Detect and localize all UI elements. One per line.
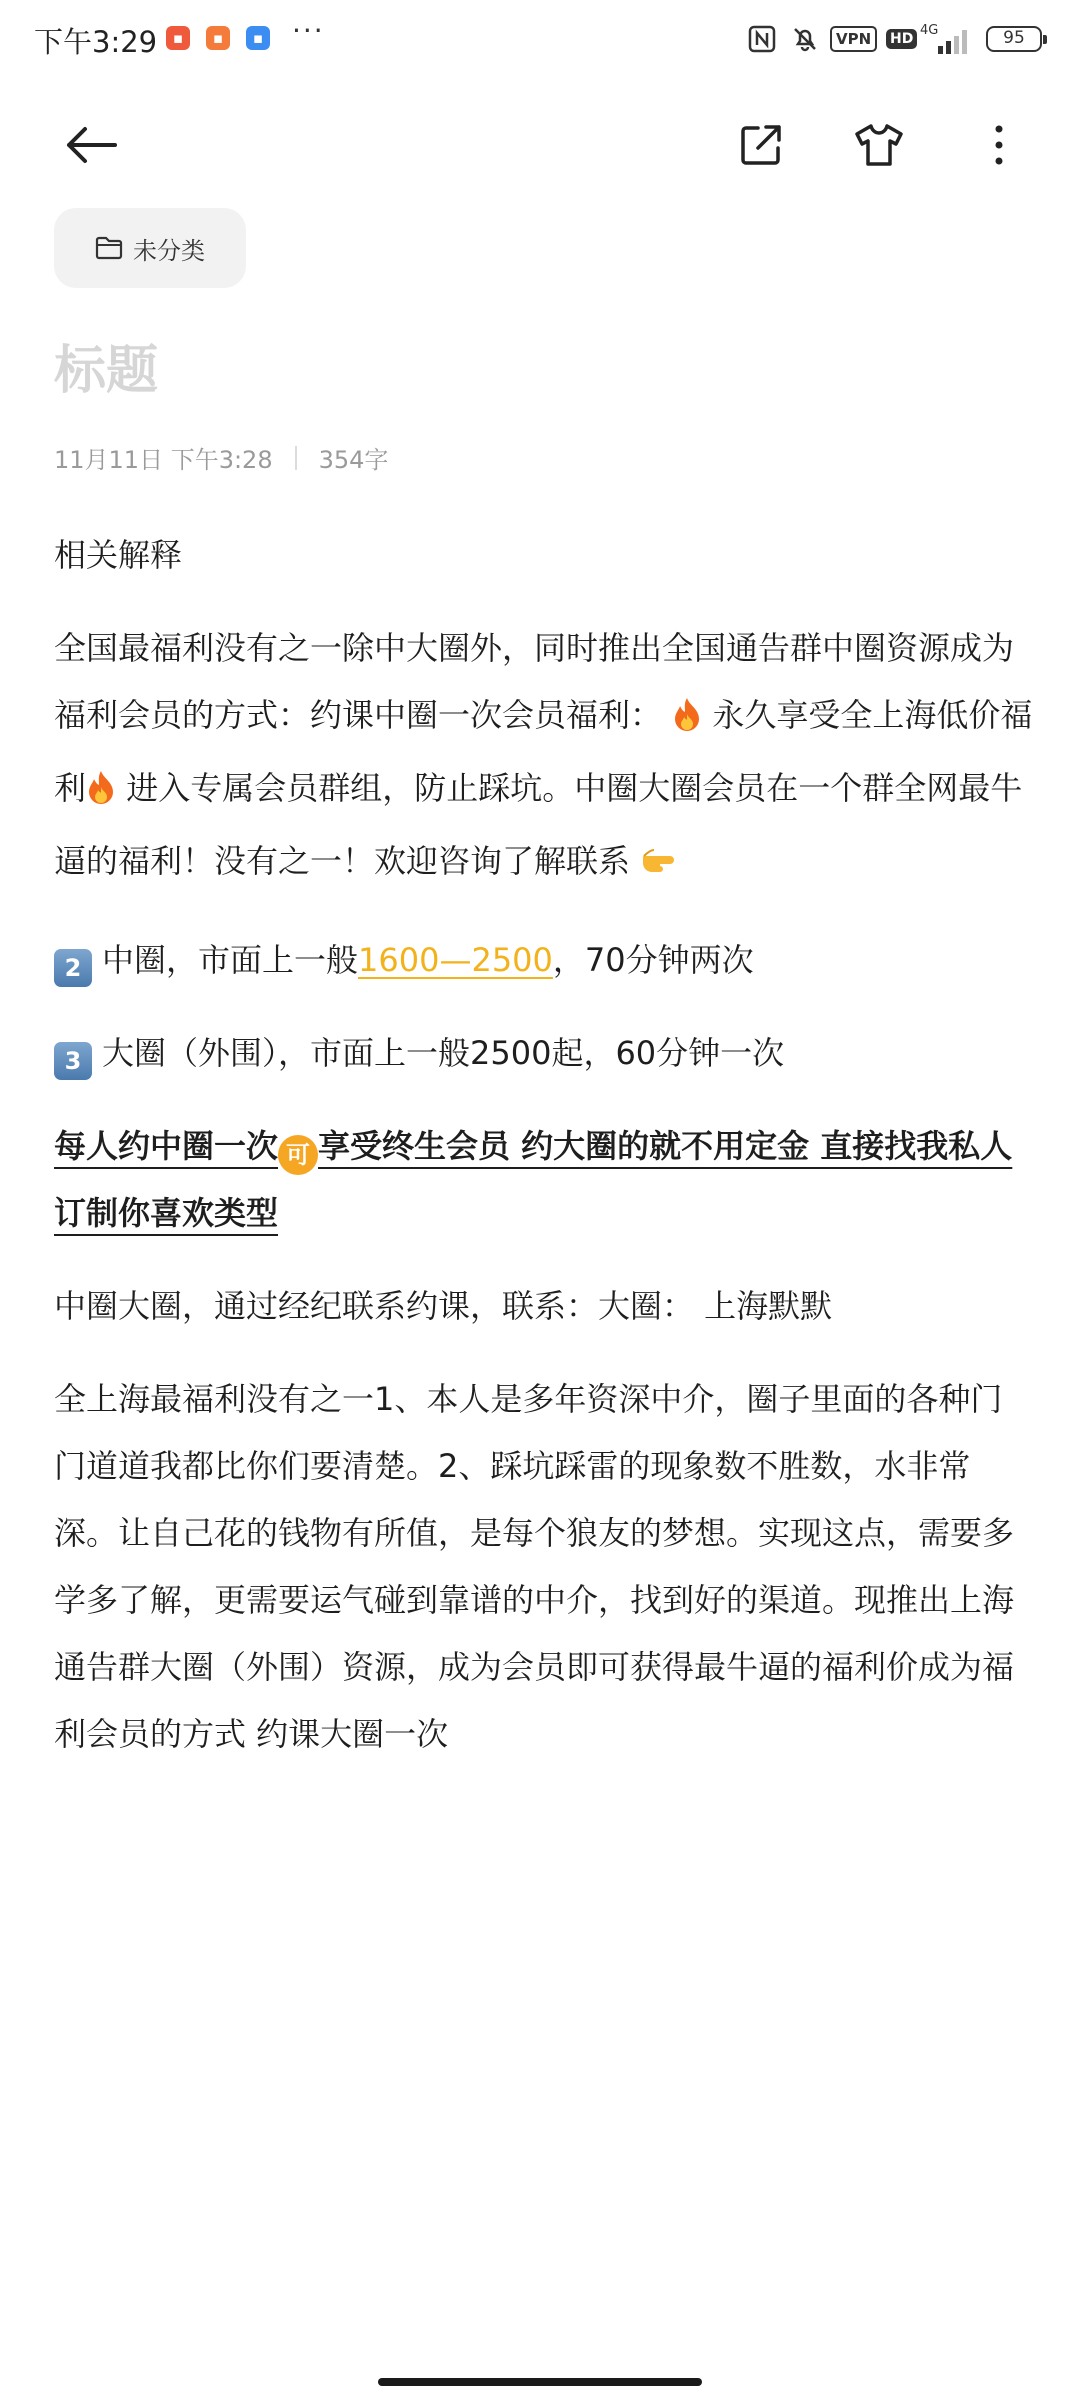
share-external-icon <box>738 122 784 168</box>
signal-icon <box>918 22 978 56</box>
battery-icon: 95 <box>986 22 1042 56</box>
paragraph: 2 中圈，市面上一般1600—2500，70分钟两次 <box>54 927 1034 994</box>
status-time: 下午3:29 <box>34 25 158 59</box>
more-notifications-icon: ··· <box>292 14 325 47</box>
note-title-input[interactable]: 标题 <box>54 341 159 401</box>
note-meta <box>54 440 388 475</box>
paragraph: 中圈大圈，通过经纪联系约课，联系：大圈： 上海默默 <box>54 1287 833 1325</box>
arrow-left-icon <box>63 125 119 165</box>
more-options-button[interactable] <box>954 100 1044 190</box>
meta-divider <box>295 446 297 470</box>
status-bar <box>0 0 1080 80</box>
tshirt-icon <box>853 122 905 168</box>
fire-icon <box>86 761 116 828</box>
paragraph: 相关解释 <box>54 536 183 574</box>
folder-selector[interactable] <box>54 208 246 288</box>
note-date: 11月11日 下午3:28 <box>54 446 273 474</box>
home-indicator[interactable] <box>378 2378 702 2386</box>
note-body[interactable] <box>54 522 1034 1794</box>
hd-icon: HD <box>886 22 917 56</box>
notification-app-icon: ▪ <box>246 26 270 50</box>
phone-number-link[interactable]: 1600—2500 <box>358 941 553 979</box>
folder-icon <box>95 236 123 260</box>
fire-icon <box>672 688 702 755</box>
back-button[interactable] <box>46 100 136 190</box>
paragraph: 全国最福利没有之一除中大圈外，同时推出全国通告群中圈资源成为福利会员的方式：约课中圈一次会员福利： 永久享受全上海低价福利 进入专属会员群组，防止踩坑。中圈大圈会员在一个群全网最牛逼的福利！没有之一！欢迎咨询了解联系 <box>54 615 1034 901</box>
word-count: 354字 <box>318 446 389 474</box>
paragraph: 全上海最福利没有之一1、本人是多年资深中介，圈子里面的各种门门道道我都比你们要清楚。2、踩坑踩雷的现象数不胜数，水非常深。让自己花的钱物有所值，是每个狼友的梦想。实现这点，需要多学多了解，更需要运气碰到靠谱的中介，找到好的渠道。现推出上海通告群大圈（外围）资源，成为会员即可获得最牛逼的福利价成为福利会员的方式 约课大圈一次 <box>54 1380 1015 1753</box>
paragraph: 3 大圈（外围），市面上一般2500起，60分钟一次 <box>54 1020 1034 1087</box>
keycap-2-icon: 2 <box>54 949 92 987</box>
vpn-icon: VPN <box>830 22 877 56</box>
notification-app-icon: ▪ <box>206 26 230 50</box>
more-vertical-icon <box>993 123 1005 167</box>
nfc-icon <box>748 22 776 56</box>
theme-button[interactable] <box>834 100 924 190</box>
ke-badge-icon: 可 <box>278 1135 318 1175</box>
folder-label: 未分类 <box>133 236 205 265</box>
svg-text:4G: 4G <box>920 23 939 38</box>
keycap-3-icon: 3 <box>54 1042 92 1080</box>
top-toolbar <box>0 100 1080 190</box>
notification-app-icon: ▪ <box>166 26 190 50</box>
mute-icon <box>790 22 820 56</box>
pointing-right-icon <box>640 834 682 901</box>
paragraph-bold-underlined: 每人约中圈一次 可 享受终生会员 约大圈的就不用定金 直接找我私人订制你喜欢类型 <box>54 1127 1013 1232</box>
share-button[interactable] <box>716 100 806 190</box>
